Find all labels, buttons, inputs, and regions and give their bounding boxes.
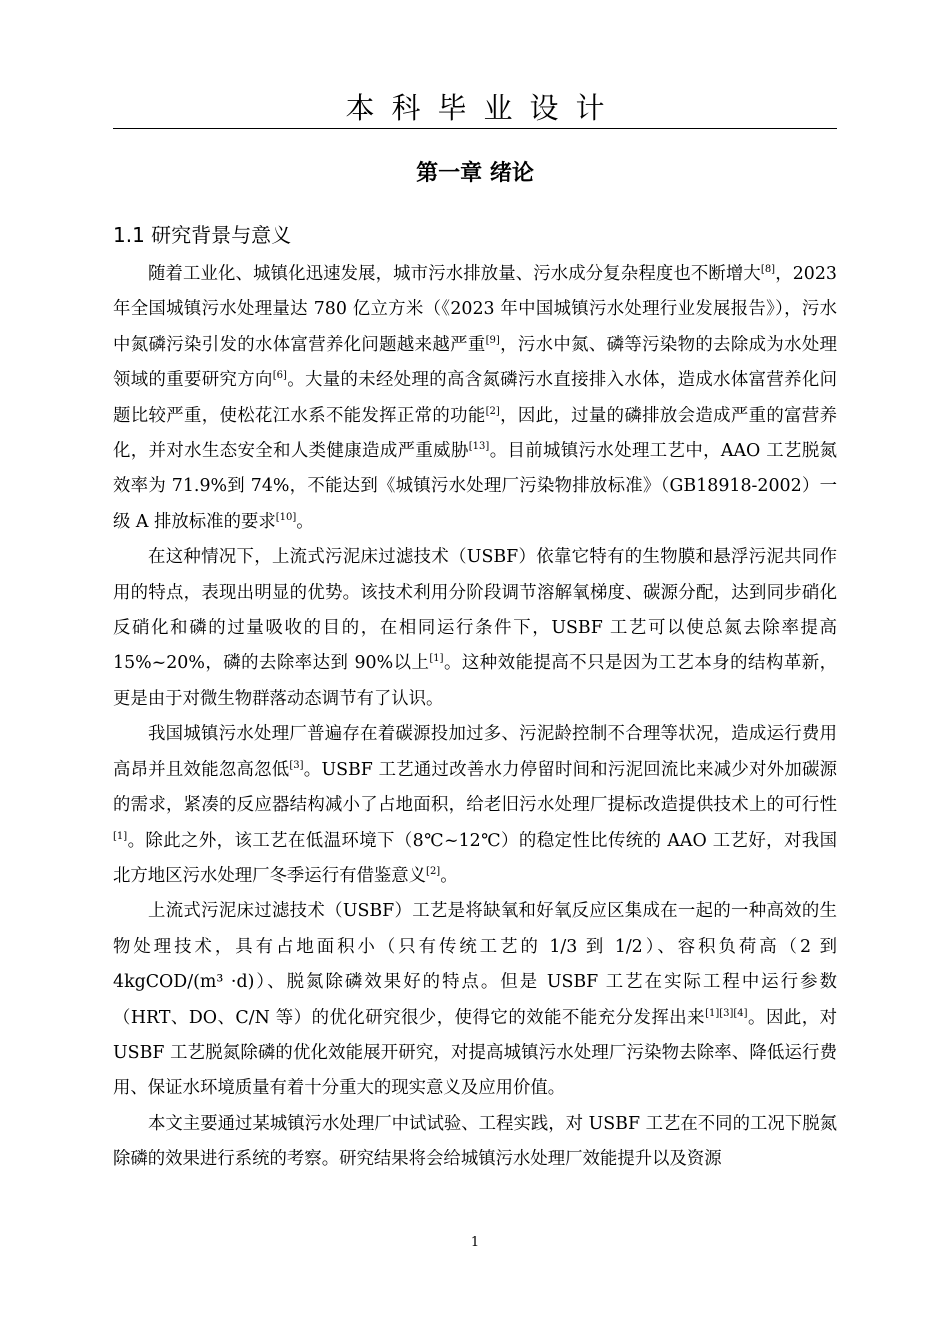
text-run: 随着工业化、城镇化迅速发展，城市污水排放量、污水成分复杂程度也不断增大 <box>148 264 761 284</box>
text-run: 本文主要通过某城镇污水处理厂中试试验、工程实践，对 USBF 工艺在不同的工况下脱氮除磷的效果进行系统的考察。研究结果将会给城镇污水处理厂效能提升以及资源 <box>113 1113 837 1170</box>
citation-ref: [1] <box>113 830 128 842</box>
paragraph <box>113 717 837 894</box>
citation-ref: [1][3][4] <box>705 1007 748 1019</box>
citation-ref: [13] <box>468 441 490 453</box>
citation-ref: [2] <box>485 405 500 417</box>
citation-ref: [3] <box>289 759 304 771</box>
paragraph <box>113 894 837 1106</box>
citation-ref: [8] <box>760 264 776 275</box>
header-divider <box>113 128 837 129</box>
text-run: 。USBF 工艺通过改善水力停留时间和污泥回流比来减少对外加碳源的需求，紧凑的反应器结构减小了占地面积，给老旧污水处理厂提标改造提供技术上的可行性 <box>113 759 837 816</box>
citation-ref: [10] <box>275 511 297 523</box>
paragraph <box>113 1107 837 1178</box>
citation-ref: [2] <box>426 865 441 877</box>
chapter-title: 第一章 绪论 <box>416 161 534 186</box>
running-header-title: 本科毕业设计 <box>345 91 622 125</box>
text-run: ，污水中氮、磷等污染物的去除成为水处理领域的重要研究方向 <box>113 334 837 391</box>
text-run: ，2023 年全国城镇污水处理量达 780 亿立方米（《2023 年中国城镇污水处理行业发展报告》），污水中氮磷污染引发的水体富营养化问题越来越严重 <box>113 264 837 355</box>
text-run: 上流式污泥床过滤技术（USBF）工艺是将缺氧和好氧反应区集成在一起的一种高效的生物处理技术，具有占地面积小（只有传统工艺的 1/3 到 1/2）、容积负荷高（2 到 4kgCOD/(m³ ·d)）、脱氮除磷效果好的特点。但是 USBF 工艺在实际工程中运行参数（HRT、DO、C/N 等）的优化研究很少，使得它的效能不能充分发挥出来 <box>113 901 837 1028</box>
text-run: 。 <box>296 511 314 532</box>
page-number: 1 <box>470 1235 480 1250</box>
citation-ref: [6] <box>272 370 287 382</box>
body-text <box>113 257 837 1178</box>
citation-ref: [9] <box>485 334 500 346</box>
text-run: 。因此，对 USBF 工艺脱氮除磷的优化效能展开研究，对提高城镇污水处理厂污染物去除率、降低运行费用、保证水环境质量有着十分重大的现实意义及应用价值。 <box>113 1007 837 1099</box>
paragraph <box>113 540 837 717</box>
text-run: 。除此之外，该工艺在低温环境下（8℃~12℃）的稳定性比传统的 AAO 工艺好，对我国北方地区污水处理厂冬季运行有借鉴意义 <box>113 830 837 886</box>
paragraph <box>113 257 837 540</box>
text-run: ，因此，过量的磷排放会造成严重的富营养化，并对水生态安全和人类健康造成严重威胁 <box>113 405 837 462</box>
text-run: 。这种效能提高不只是因为工艺本身的结构革新，更是由于对微生物群落动态调节有了认识。 <box>113 653 837 709</box>
text-run: 。 <box>440 865 458 886</box>
text-run: 。目前城镇污水处理工艺中，AAO 工艺脱氮效率为 71.9%到 74%，不能达到《城镇污水处理厂污染物排放标准》（GB18918-2002）一级 A 排放标准的要求 <box>113 441 837 532</box>
section-heading: 1.1 研究背景与意义 <box>113 223 292 247</box>
text-run: 在这种情况下，上流式污泥床过滤技术（USBF）依靠它特有的生物膜和悬浮污泥共同作用的特点，表现出明显的优势。该技术利用分阶段调节溶解氧梯度、碳源分配，达到同步硝化反硝化和磷的过量吸收的目的，在相同运行条件下，USBF 工艺可以使总氮去除率提高 15%~20%，磷的去除率达到 90%以上 <box>113 547 837 674</box>
text-run: 。大量的未经处理的高含氮磷污水直接排入水体，造成水体富营养化问题比较严重，使松花江水系不能发挥正常的功能 <box>113 370 837 426</box>
text-run: 我国城镇污水处理厂普遍存在着碳源投加过多、污泥龄控制不合理等状况，造成运行费用高昂并且效能忽高忽低 <box>113 724 837 780</box>
citation-ref: [1] <box>429 653 444 665</box>
